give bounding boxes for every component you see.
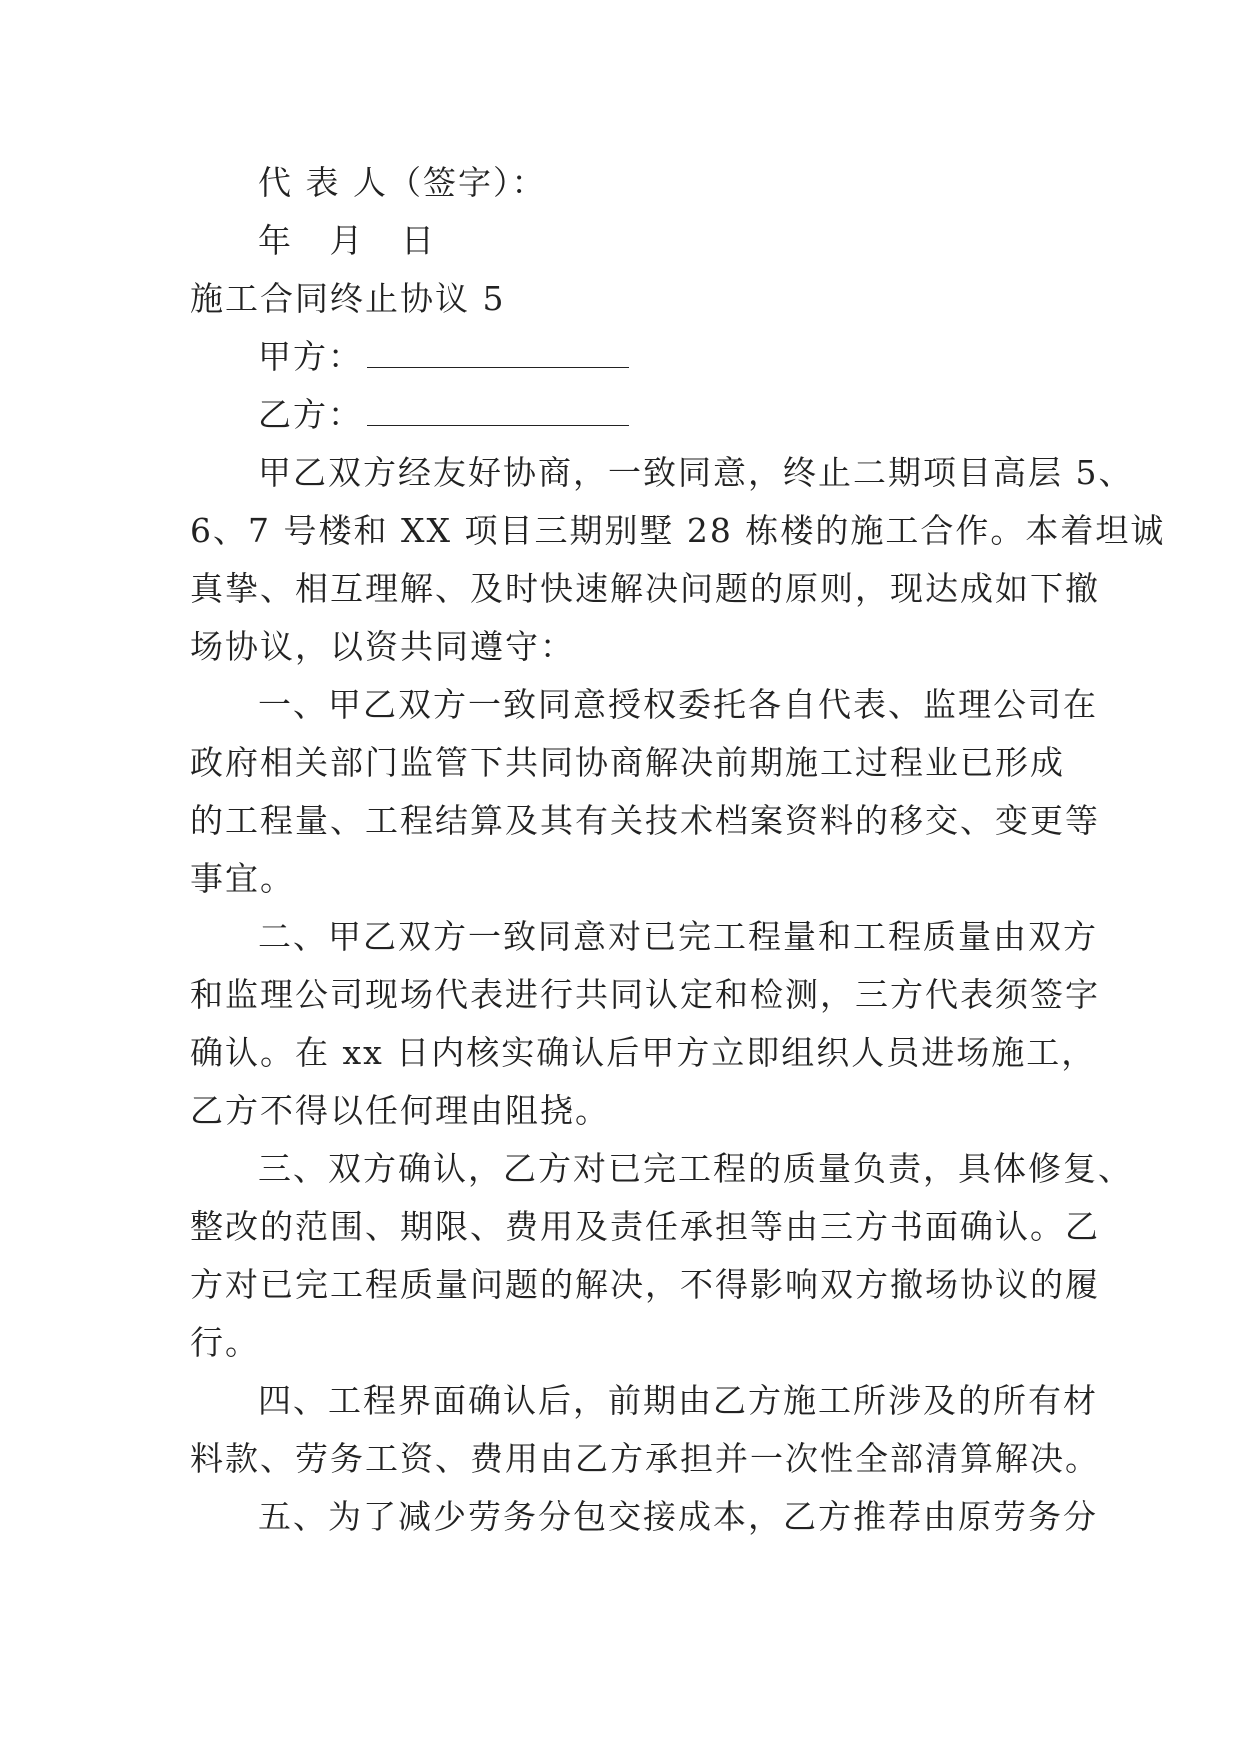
- party-a-line: [258, 337, 629, 377]
- party-b-line: [258, 395, 629, 435]
- paragraph-line: 6、7 号楼和 XX 项目三期别墅 28 栋楼的施工合作。本着坦诚: [190, 511, 1166, 550]
- agreement-title: 施工合同终止协议 5: [190, 279, 506, 318]
- party-a-label: 甲方：: [258, 337, 363, 376]
- clause-line: 三、双方确认，乙方对已完工程的质量负责，具体修复、: [258, 1149, 1133, 1188]
- clause-line: 二、甲乙双方一致同意对已完工程量和工程质量由双方: [258, 917, 1098, 956]
- clause-line: 事宜。: [190, 859, 295, 898]
- paragraph-line: 真挚、相互理解、及时快速解决问题的原则，现达成如下撤: [190, 569, 1100, 608]
- clause-line: 四、工程界面确认后，前期由乙方施工所涉及的所有材: [258, 1381, 1098, 1420]
- party-b-label: 乙方：: [258, 395, 363, 434]
- clause-line: 的工程量、工程结算及其有关技术档案资料的移交、变更等: [190, 801, 1100, 840]
- clause-line: 方对已完工程质量问题的解决，不得影响双方撤场协议的履: [190, 1265, 1100, 1304]
- clause-line: 乙方不得以任何理由阻挠。: [190, 1091, 610, 1130]
- clause-line: 确认。在 xx 日内核实确认后甲方立即组织人员进场施工，: [190, 1033, 1097, 1072]
- clause-line: 一、甲乙双方一致同意授权委托各自代表、监理公司在: [258, 685, 1098, 724]
- clause-line: 和监理公司现场代表进行共同认定和检测，三方代表须签字: [190, 975, 1100, 1014]
- paragraph-line: 甲乙双方经友好协商，一致同意，终止二期项目高层 5、: [258, 453, 1134, 492]
- paragraph-line: 场协议，以资共同遵守：: [190, 627, 575, 666]
- clause-line: 政府相关部门监管下共同协商解决前期施工过程业已形成: [190, 743, 1065, 782]
- party-b-blank: [367, 397, 629, 426]
- clause-line: 五、为了减少劳务分包交接成本，乙方推荐由原劳务分: [258, 1497, 1098, 1536]
- clause-line: 料款、劳务工资、费用由乙方承担并一次性全部清算解决。: [190, 1439, 1100, 1478]
- signature-date-line: 年 月 日: [258, 221, 448, 260]
- clause-line: 整改的范围、期限、费用及责任承担等由三方书面确认。乙: [190, 1207, 1100, 1246]
- party-a-blank: [367, 339, 629, 368]
- representative-signature-line: 代 表 人（签字）：: [258, 163, 547, 202]
- clause-line: 行。: [190, 1323, 260, 1362]
